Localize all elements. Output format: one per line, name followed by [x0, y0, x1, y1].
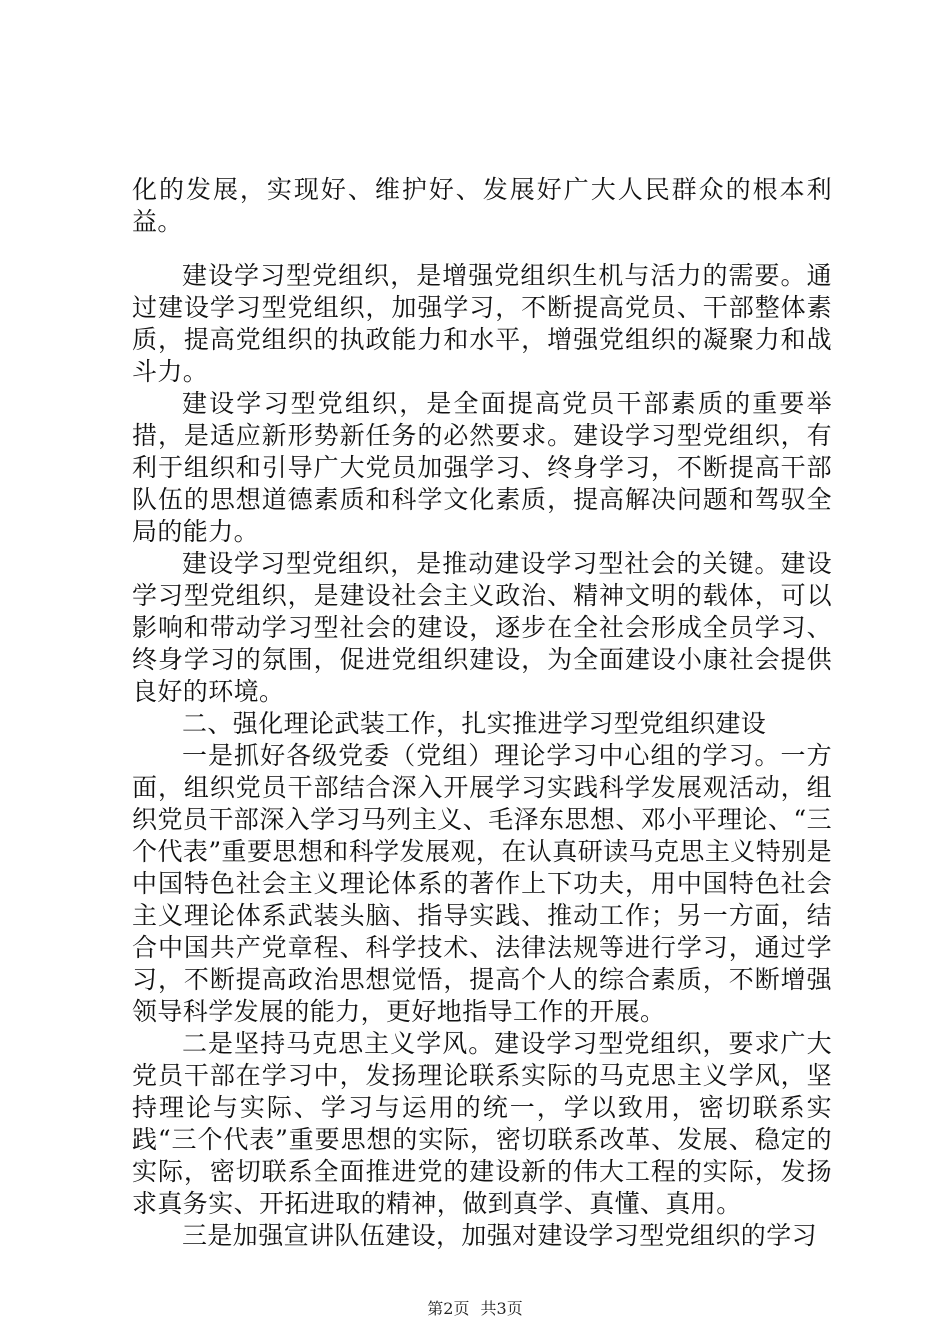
paragraph-gap — [132, 238, 832, 260]
paragraph-point-1: 一是抓好各级党委（党组）理论学习中心组的学习。一方面，组织党员干部结合深入开展学习实践科学发展观活动，组织党员干部深入学习马列主义、毛泽东思想、邓小平理论、“三个代表”重要思想和科学发展观，在认真研读马克思主义特别是中国特色社会主义理论体系的著作上下功夫，用中国特色社会主义理论体系武装头脑、指导实践、推动工作；另一方面，结合中国共产党章程、科学技术、法律法规等进行学习，通过学习，不断提高政治思想觉悟，提高个人的综合素质，不断增强领导科学发展的能力，更好地指导工作的开展。 — [132, 741, 832, 1026]
paragraph-point-2: 二是坚持马克思主义学风。建设学习型党组织，要求广大党员干部在学习中，发扬理论联系实际的马克思主义学风，坚持理论与实际、学习与运用的统一，学以致用，密切联系实践“三个代表”重要思想的实际，密切联系改革、发展、稳定的实际，密切联系全面推进党的建设新的伟大工程的实际，发扬求真务实、开拓进取的精神，做到真学、真懂、真用。 — [132, 1029, 832, 1218]
paragraph-society: 建设学习型党组织，是推动建设学习型社会的关键。建设学习型党组织，是建设社会主义政治、精神文明的载体，可以影响和带动学习型社会的建设，逐步在全社会形成全员学习、终身学习的氛围，促进党组织建设，为全面建设小康社会提供良好的环境。 — [132, 549, 832, 706]
page-total: 共3页 — [480, 1299, 523, 1318]
paragraph-quality: 建设学习型党组织，是全面提高党员干部素质的重要举措，是适应新形势新任务的必然要求。建设学习型党组织，有利于组织和引导广大党员加强学习、终身学习，不断提高干部队伍的思想道德素质和科学文化素质，提高解决问题和驾驭全局的能力。 — [132, 389, 832, 546]
paragraph-vitality: 建设学习型党组织，是增强党组织生机与活力的需要。通过建设学习型党组织，加强学习，不断提高党员、干部整体素质，提高党组织的执政能力和水平，增强党组织的凝聚力和战斗力。 — [132, 261, 832, 386]
document-body — [132, 174, 832, 1252]
section-heading-2: 二、强化理论武装工作，扎实推进学习型党组织建设 — [182, 709, 767, 738]
page-number: 第2页 — [427, 1299, 470, 1318]
paragraph-point-3: 三是加强宣讲队伍建设，加强对建设学习型党组织的学习 — [182, 1221, 818, 1250]
paragraph-continuation: 化的发展，实现好、维护好、发展好广大人民群众的根本利益。 — [132, 175, 832, 236]
page-footer — [0, 1299, 950, 1319]
